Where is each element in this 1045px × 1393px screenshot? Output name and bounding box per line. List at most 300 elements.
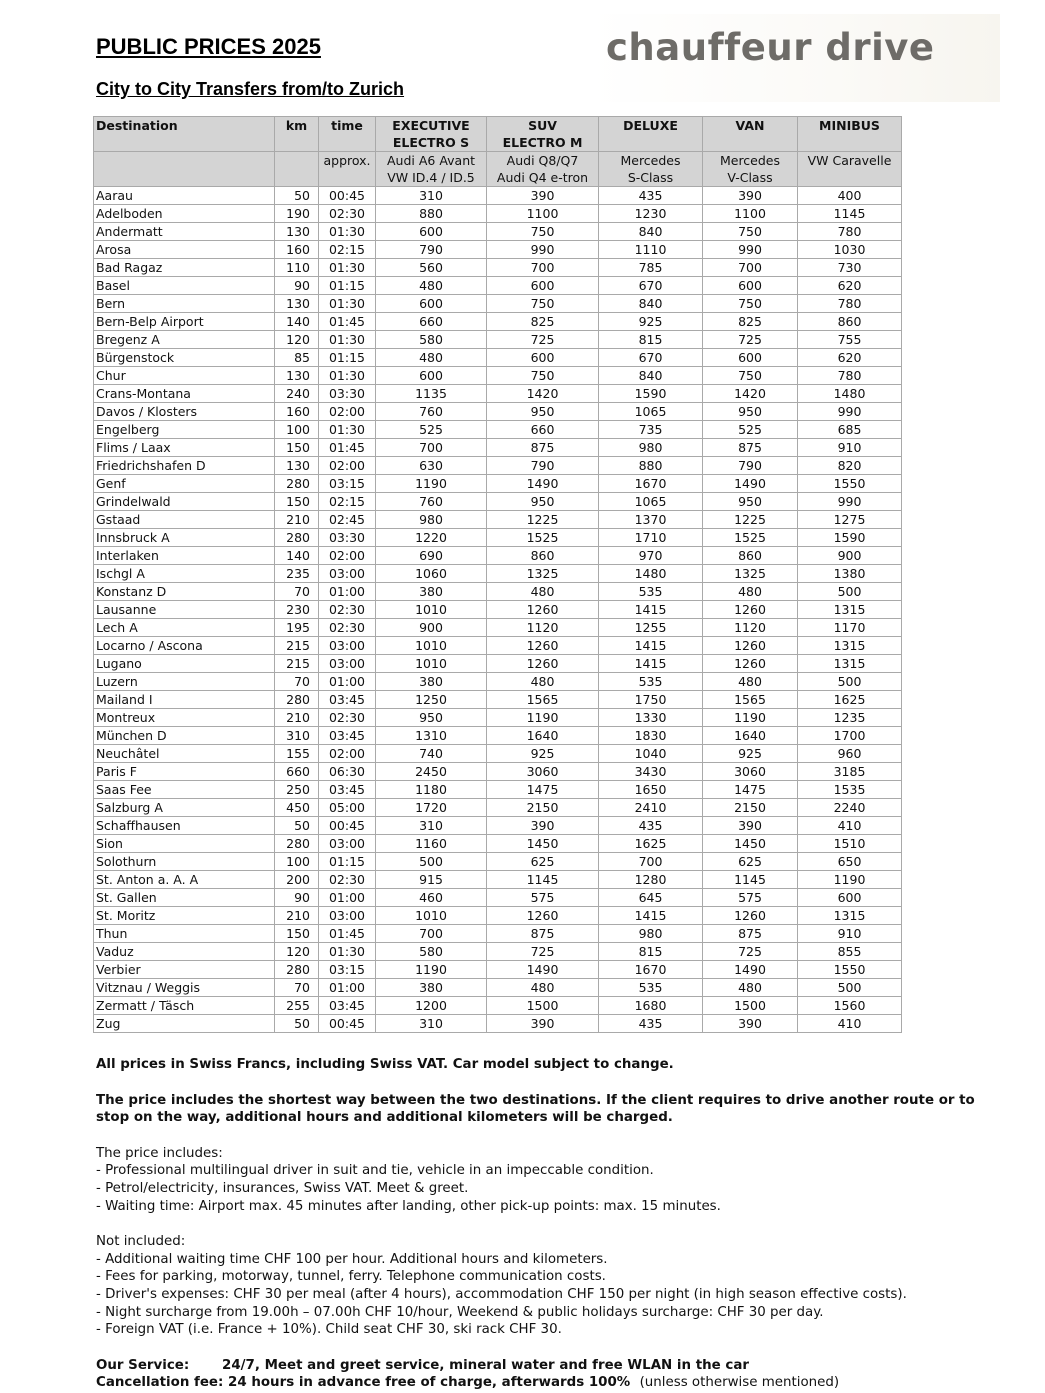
cell-van: 2150 <box>703 799 798 817</box>
table-row <box>94 907 902 925</box>
cell-dest: St. Gallen <box>94 889 275 907</box>
cell-suv: 390 <box>487 187 599 205</box>
cell-minibus: 910 <box>798 439 902 457</box>
cell-van: 1500 <box>703 997 798 1015</box>
cell-van: 1475 <box>703 781 798 799</box>
includes-heading: The price includes: <box>96 1145 223 1161</box>
cell-van: 725 <box>703 331 798 349</box>
cell-suv: 575 <box>487 889 599 907</box>
subheader-executive-models: Audi A6 Avant VW ID.4 / ID.5 <box>376 152 487 187</box>
cell-time: 00:45 <box>319 187 376 205</box>
cell-minibus: 730 <box>798 259 902 277</box>
cell-van: 860 <box>703 547 798 565</box>
cell-time: 01:00 <box>319 889 376 907</box>
cell-time: 01:30 <box>319 259 376 277</box>
cell-suv: 600 <box>487 349 599 367</box>
cell-dest: Sion <box>94 835 275 853</box>
cell-km: 195 <box>275 619 319 637</box>
cell-dest: Friedrichshafen D <box>94 457 275 475</box>
cell-suv: 875 <box>487 439 599 457</box>
cell-time: 03:15 <box>319 475 376 493</box>
cell-km: 150 <box>275 493 319 511</box>
cell-van: 480 <box>703 979 798 997</box>
cell-deluxe: 840 <box>599 295 703 313</box>
cell-dest: Adelboden <box>94 205 275 223</box>
cell-km: 450 <box>275 799 319 817</box>
cell-dest: Thun <box>94 925 275 943</box>
table-row <box>94 493 902 511</box>
cell-executive: 580 <box>376 331 487 349</box>
table-row <box>94 781 902 799</box>
cell-time: 02:00 <box>319 403 376 421</box>
cell-time: 02:15 <box>319 493 376 511</box>
cell-time: 00:45 <box>319 1015 376 1033</box>
cell-van: 480 <box>703 583 798 601</box>
cell-time: 03:00 <box>319 835 376 853</box>
cell-time: 01:00 <box>319 979 376 997</box>
cell-executive: 1190 <box>376 475 487 493</box>
cell-dest: Paris F <box>94 763 275 781</box>
cell-executive: 980 <box>376 511 487 529</box>
cell-deluxe: 1280 <box>599 871 703 889</box>
cell-van: 1450 <box>703 835 798 853</box>
cell-minibus: 860 <box>798 313 902 331</box>
service-line <box>96 1357 976 1375</box>
cell-executive: 915 <box>376 871 487 889</box>
cell-dest: Interlaken <box>94 547 275 565</box>
cell-deluxe: 1065 <box>599 493 703 511</box>
cell-suv: 725 <box>487 943 599 961</box>
cell-executive: 1310 <box>376 727 487 745</box>
header-destination: Destination <box>94 117 275 152</box>
cell-km: 215 <box>275 637 319 655</box>
cell-executive: 760 <box>376 493 487 511</box>
cell-km: 70 <box>275 673 319 691</box>
table-row <box>94 241 902 259</box>
cell-suv: 1120 <box>487 619 599 637</box>
cell-km: 50 <box>275 1015 319 1033</box>
cell-suv: 750 <box>487 367 599 385</box>
header-km: km <box>275 117 319 152</box>
cell-time: 03:30 <box>319 529 376 547</box>
cell-time: 01:45 <box>319 439 376 457</box>
cell-deluxe: 1480 <box>599 565 703 583</box>
table-row <box>94 205 902 223</box>
excluded-item: - Night surcharge from 19.00h – 07.00h CHF 10/hour, Weekend & public holidays surcharge: CHF 30 per day. <box>96 1304 824 1320</box>
cell-minibus: 1560 <box>798 997 902 1015</box>
subheader-van-models: Mercedes V-Class <box>703 152 798 187</box>
cell-dest: St. Moritz <box>94 907 275 925</box>
table-row <box>94 673 902 691</box>
table-row <box>94 349 902 367</box>
cell-time: 01:00 <box>319 583 376 601</box>
cell-van: 700 <box>703 259 798 277</box>
cell-dest: Crans-Montana <box>94 385 275 403</box>
table-row <box>94 223 902 241</box>
cell-van: 1490 <box>703 475 798 493</box>
cell-minibus: 1275 <box>798 511 902 529</box>
cell-km: 215 <box>275 655 319 673</box>
cell-time: 05:00 <box>319 799 376 817</box>
cell-van: 1190 <box>703 709 798 727</box>
cell-suv: 1450 <box>487 835 599 853</box>
cell-deluxe: 700 <box>599 853 703 871</box>
cell-km: 90 <box>275 889 319 907</box>
cell-van: 1490 <box>703 961 798 979</box>
cell-deluxe: 1415 <box>599 637 703 655</box>
cell-van: 390 <box>703 817 798 835</box>
cell-deluxe: 535 <box>599 583 703 601</box>
cell-deluxe: 925 <box>599 313 703 331</box>
cell-km: 85 <box>275 349 319 367</box>
price-table <box>93 116 902 1033</box>
cell-executive: 525 <box>376 421 487 439</box>
cell-deluxe: 2410 <box>599 799 703 817</box>
cell-van: 390 <box>703 187 798 205</box>
cell-minibus: 1315 <box>798 655 902 673</box>
cell-executive: 790 <box>376 241 487 259</box>
page-title: PUBLIC PRICES 2025 <box>96 34 321 59</box>
cell-minibus: 1700 <box>798 727 902 745</box>
cell-dest: Lugano <box>94 655 275 673</box>
cell-deluxe: 535 <box>599 979 703 997</box>
excluded-item: - Foreign VAT (i.e. France + 10%). Child seat CHF 30, ski rack CHF 30. <box>96 1322 562 1338</box>
cell-km: 70 <box>275 979 319 997</box>
cell-suv: 950 <box>487 403 599 421</box>
cell-km: 140 <box>275 547 319 565</box>
cell-dest: Lech A <box>94 619 275 637</box>
cell-dest: Genf <box>94 475 275 493</box>
cell-minibus: 620 <box>798 277 902 295</box>
cell-minibus: 1030 <box>798 241 902 259</box>
cell-minibus: 755 <box>798 331 902 349</box>
cell-minibus: 780 <box>798 295 902 313</box>
cell-km: 50 <box>275 817 319 835</box>
cell-executive: 1160 <box>376 835 487 853</box>
cell-time: 01:30 <box>319 943 376 961</box>
cell-time: 02:00 <box>319 745 376 763</box>
cell-suv: 390 <box>487 817 599 835</box>
table-row <box>94 943 902 961</box>
cell-deluxe: 1040 <box>599 745 703 763</box>
cell-km: 155 <box>275 745 319 763</box>
cell-executive: 1135 <box>376 385 487 403</box>
cell-km: 120 <box>275 331 319 349</box>
cell-van: 390 <box>703 1015 798 1033</box>
table-row <box>94 925 902 943</box>
subheader-km <box>275 152 319 187</box>
cell-van: 600 <box>703 277 798 295</box>
cell-suv: 3060 <box>487 763 599 781</box>
cell-deluxe: 1255 <box>599 619 703 637</box>
cell-km: 150 <box>275 439 319 457</box>
cell-van: 950 <box>703 403 798 421</box>
cell-suv: 990 <box>487 241 599 259</box>
cell-deluxe: 1830 <box>599 727 703 745</box>
cell-deluxe: 645 <box>599 889 703 907</box>
includes-item: - Professional multilingual driver in suit and tie, vehicle in an impeccable condition. <box>96 1163 654 1179</box>
table-row <box>94 709 902 727</box>
cell-van: 525 <box>703 421 798 439</box>
subheader-suv-models: Audi Q8/Q7 Audi Q4 e-tron <box>487 152 599 187</box>
cell-executive: 380 <box>376 583 487 601</box>
cell-executive: 900 <box>376 619 487 637</box>
cell-km: 90 <box>275 277 319 295</box>
cell-time: 01:15 <box>319 277 376 295</box>
cell-executive: 1220 <box>376 529 487 547</box>
cell-time: 00:45 <box>319 817 376 835</box>
cell-km: 70 <box>275 583 319 601</box>
cell-suv: 725 <box>487 331 599 349</box>
cell-time: 03:45 <box>319 781 376 799</box>
cell-km: 160 <box>275 403 319 421</box>
cell-minibus: 1550 <box>798 961 902 979</box>
cell-time: 02:30 <box>319 871 376 889</box>
table-row <box>94 583 902 601</box>
table-row <box>94 313 902 331</box>
cell-km: 660 <box>275 763 319 781</box>
table-row <box>94 331 902 349</box>
cell-minibus: 500 <box>798 583 902 601</box>
header-deluxe: DELUXE <box>599 117 703 152</box>
cell-van: 990 <box>703 241 798 259</box>
cell-minibus: 910 <box>798 925 902 943</box>
cell-km: 130 <box>275 223 319 241</box>
cell-km: 190 <box>275 205 319 223</box>
cell-deluxe: 815 <box>599 331 703 349</box>
cell-deluxe: 670 <box>599 349 703 367</box>
table-row <box>94 997 902 1015</box>
cell-dest: Andermatt <box>94 223 275 241</box>
cell-executive: 700 <box>376 439 487 457</box>
brand-logo: chauffeur drive <box>606 26 935 69</box>
cell-minibus: 960 <box>798 745 902 763</box>
cell-minibus: 1315 <box>798 601 902 619</box>
cell-executive: 690 <box>376 547 487 565</box>
cell-deluxe: 1415 <box>599 601 703 619</box>
cell-suv: 600 <box>487 277 599 295</box>
cell-minibus: 1315 <box>798 907 902 925</box>
cell-van: 875 <box>703 925 798 943</box>
table-row <box>94 295 902 313</box>
cell-time: 01:30 <box>319 295 376 313</box>
cell-km: 140 <box>275 313 319 331</box>
includes-item: - Waiting time: Airport max. 45 minutes after landing, other pick-up points: max. 15 minutes. <box>96 1198 721 1214</box>
cancellation-line <box>96 1374 976 1392</box>
cell-executive: 2450 <box>376 763 487 781</box>
table-row <box>94 763 902 781</box>
cell-van: 790 <box>703 457 798 475</box>
cell-time: 01:30 <box>319 331 376 349</box>
excluded-item: - Additional waiting time CHF 100 per hour. Additional hours and kilometers. <box>96 1251 608 1267</box>
cell-dest: Ischgl A <box>94 565 275 583</box>
cell-deluxe: 970 <box>599 547 703 565</box>
cell-deluxe: 1650 <box>599 781 703 799</box>
cell-deluxe: 840 <box>599 367 703 385</box>
subheader-minibus-models: VW Caravelle <box>798 152 902 187</box>
cell-minibus: 1590 <box>798 529 902 547</box>
cell-dest: Aarau <box>94 187 275 205</box>
subheader-deluxe-models: Mercedes S-Class <box>599 152 703 187</box>
table-row <box>94 511 902 529</box>
cell-km: 130 <box>275 295 319 313</box>
table-row <box>94 259 902 277</box>
vat-note: All prices in Swiss Francs, including Swiss VAT. Car model subject to change. <box>96 1057 674 1072</box>
table-row <box>94 385 902 403</box>
cell-executive: 1010 <box>376 637 487 655</box>
includes-item: - Petrol/electricity, insurances, Swiss VAT. Meet & greet. <box>96 1180 469 1196</box>
cell-km: 130 <box>275 367 319 385</box>
cell-suv: 480 <box>487 979 599 997</box>
cell-executive: 630 <box>376 457 487 475</box>
cell-minibus: 685 <box>798 421 902 439</box>
cell-van: 725 <box>703 943 798 961</box>
cell-suv: 1145 <box>487 871 599 889</box>
cell-time: 06:30 <box>319 763 376 781</box>
excluded-item: - Fees for parking, motorway, tunnel, ferry. Telephone communication costs. <box>96 1269 606 1285</box>
table-row <box>94 727 902 745</box>
cell-suv: 1225 <box>487 511 599 529</box>
cell-dest: Bern <box>94 295 275 313</box>
cell-executive: 380 <box>376 979 487 997</box>
cell-van: 950 <box>703 493 798 511</box>
cell-time: 01:15 <box>319 853 376 871</box>
cell-deluxe: 435 <box>599 817 703 835</box>
cell-van: 1260 <box>703 655 798 673</box>
cell-suv: 1260 <box>487 637 599 655</box>
table-row <box>94 961 902 979</box>
cell-suv: 1260 <box>487 655 599 673</box>
table-row <box>94 547 902 565</box>
cell-deluxe: 1710 <box>599 529 703 547</box>
cell-executive: 660 <box>376 313 487 331</box>
table-row <box>94 745 902 763</box>
header-minibus: MINIBUS <box>798 117 902 152</box>
cell-minibus: 1145 <box>798 205 902 223</box>
cell-km: 110 <box>275 259 319 277</box>
cell-dest: München D <box>94 727 275 745</box>
cell-deluxe: 840 <box>599 223 703 241</box>
cell-deluxe: 1625 <box>599 835 703 853</box>
cell-van: 750 <box>703 367 798 385</box>
cell-executive: 310 <box>376 187 487 205</box>
cell-van: 600 <box>703 349 798 367</box>
cell-time: 01:15 <box>319 349 376 367</box>
cell-van: 1325 <box>703 565 798 583</box>
cell-van: 1640 <box>703 727 798 745</box>
cell-suv: 750 <box>487 223 599 241</box>
table-row <box>94 529 902 547</box>
table-row <box>94 817 902 835</box>
cell-dest: Vitznau / Weggis <box>94 979 275 997</box>
table-subheader-row <box>94 152 902 187</box>
cell-suv: 790 <box>487 457 599 475</box>
cell-executive: 760 <box>376 403 487 421</box>
cell-dest: Zermatt / Täsch <box>94 997 275 1015</box>
cell-deluxe: 3430 <box>599 763 703 781</box>
cell-time: 01:45 <box>319 313 376 331</box>
cell-suv: 480 <box>487 583 599 601</box>
cell-km: 200 <box>275 871 319 889</box>
cell-executive: 600 <box>376 295 487 313</box>
cell-deluxe: 1670 <box>599 961 703 979</box>
cell-time: 01:00 <box>319 673 376 691</box>
cell-time: 03:45 <box>319 997 376 1015</box>
table-row <box>94 655 902 673</box>
cell-km: 280 <box>275 691 319 709</box>
cell-minibus: 500 <box>798 979 902 997</box>
cell-deluxe: 980 <box>599 439 703 457</box>
cell-minibus: 400 <box>798 187 902 205</box>
cell-minibus: 410 <box>798 1015 902 1033</box>
cell-km: 280 <box>275 529 319 547</box>
cell-dest: Bad Ragaz <box>94 259 275 277</box>
cell-van: 1225 <box>703 511 798 529</box>
route-note-line-1: The price includes the shortest way between the two destinations. If the client requires to drive another route or to <box>96 1092 975 1108</box>
cell-deluxe: 1750 <box>599 691 703 709</box>
cell-km: 50 <box>275 187 319 205</box>
cell-deluxe: 1110 <box>599 241 703 259</box>
table-row <box>94 439 902 457</box>
cell-van: 750 <box>703 295 798 313</box>
cell-van: 1565 <box>703 691 798 709</box>
cell-km: 130 <box>275 457 319 475</box>
table-body <box>94 187 902 1033</box>
service-label: Our Service: <box>96 1357 190 1373</box>
cell-dest: Lausanne <box>94 601 275 619</box>
cell-dest: Neuchâtel <box>94 745 275 763</box>
cell-minibus: 1235 <box>798 709 902 727</box>
cell-suv: 660 <box>487 421 599 439</box>
cell-minibus: 990 <box>798 403 902 421</box>
cell-dest: Gstaad <box>94 511 275 529</box>
cell-km: 235 <box>275 565 319 583</box>
cell-deluxe: 1330 <box>599 709 703 727</box>
cell-deluxe: 1370 <box>599 511 703 529</box>
cell-suv: 1190 <box>487 709 599 727</box>
cell-time: 03:45 <box>319 691 376 709</box>
cell-van: 875 <box>703 439 798 457</box>
cell-deluxe: 1670 <box>599 475 703 493</box>
cell-executive: 1720 <box>376 799 487 817</box>
cell-suv: 750 <box>487 295 599 313</box>
cell-time: 03:30 <box>319 385 376 403</box>
cell-executive: 1250 <box>376 691 487 709</box>
cell-dest: Arosa <box>94 241 275 259</box>
cell-minibus: 1380 <box>798 565 902 583</box>
cell-van: 1260 <box>703 637 798 655</box>
cell-time: 03:45 <box>319 727 376 745</box>
cell-deluxe: 1415 <box>599 655 703 673</box>
cell-deluxe: 670 <box>599 277 703 295</box>
cell-minibus: 900 <box>798 547 902 565</box>
cell-suv: 950 <box>487 493 599 511</box>
cell-executive: 560 <box>376 259 487 277</box>
cell-suv: 1490 <box>487 475 599 493</box>
cell-suv: 1260 <box>487 601 599 619</box>
cell-time: 02:00 <box>319 547 376 565</box>
cell-time: 01:30 <box>319 367 376 385</box>
cell-deluxe: 735 <box>599 421 703 439</box>
table-row <box>94 475 902 493</box>
cell-km: 255 <box>275 997 319 1015</box>
cell-deluxe: 1415 <box>599 907 703 925</box>
cell-suv: 925 <box>487 745 599 763</box>
table-row <box>94 835 902 853</box>
cell-suv: 625 <box>487 853 599 871</box>
header-executive: EXECUTIVE ELECTRO S <box>376 117 487 152</box>
cell-km: 310 <box>275 727 319 745</box>
